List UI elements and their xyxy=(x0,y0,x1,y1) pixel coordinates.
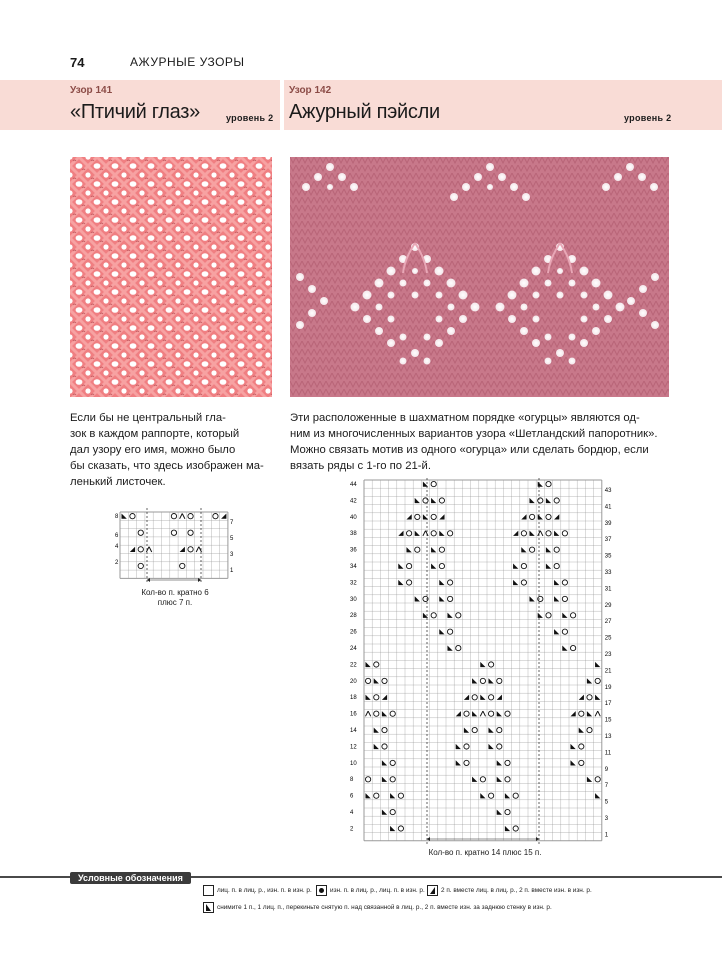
ssk-symbol xyxy=(488,744,493,749)
row-number: 6 xyxy=(115,533,119,539)
yarn-over-symbol xyxy=(513,826,518,831)
row-number: 27 xyxy=(604,619,612,626)
row-number: 3 xyxy=(230,552,234,558)
yarn-over-symbol xyxy=(587,727,592,732)
legend-item xyxy=(203,885,312,896)
row-number: 17 xyxy=(604,701,612,708)
legend-title: Условные обозначения xyxy=(70,872,191,884)
yarn-over-symbol xyxy=(374,695,379,700)
k2tog-symbol xyxy=(521,514,526,519)
row-number: 5 xyxy=(604,799,609,806)
double-decrease-symbol xyxy=(595,711,600,716)
yarn-over-symbol xyxy=(138,530,143,535)
yarn-over-symbol xyxy=(464,711,469,716)
ssk-symbol xyxy=(431,498,436,503)
ssk-symbol xyxy=(595,662,600,667)
yarn-over-symbol xyxy=(595,777,600,782)
description-line: вязать ряды с 1-го по 21-й. xyxy=(290,460,431,472)
row-number: 42 xyxy=(350,498,357,505)
ssk-symbol xyxy=(579,727,584,732)
k2tog-symbol xyxy=(570,711,575,716)
row-number: 18 xyxy=(350,695,357,702)
yarn-over-symbol xyxy=(365,678,370,683)
left-slant-icon xyxy=(203,902,214,913)
row-number: 24 xyxy=(350,646,357,652)
double-decrease-symbol xyxy=(365,711,370,716)
row-number: 22 xyxy=(350,662,357,669)
ssk-symbol xyxy=(374,727,379,732)
yarn-over-symbol xyxy=(546,481,551,486)
ssk-symbol xyxy=(562,645,567,650)
row-number: 5 xyxy=(230,536,234,542)
row-number: 23 xyxy=(604,652,612,658)
yarn-over-symbol xyxy=(562,596,567,601)
ssk-symbol xyxy=(365,662,370,667)
yarn-over-symbol xyxy=(390,711,395,716)
yarn-over-symbol xyxy=(595,678,600,683)
yarn-over-symbol xyxy=(529,514,534,519)
row-number: 12 xyxy=(350,744,357,751)
ssk-symbol xyxy=(488,727,493,732)
row-number: 1 xyxy=(604,832,609,839)
band-divider xyxy=(280,80,284,130)
yarn-over-symbol xyxy=(138,547,143,552)
ssk-symbol xyxy=(480,662,485,667)
yarn-over-symbol xyxy=(497,744,502,749)
row-number: 15 xyxy=(604,717,612,724)
yarn-over-symbol xyxy=(538,596,543,601)
yarn-over-symbol xyxy=(382,678,387,683)
row-number: 9 xyxy=(604,766,609,773)
ssk-symbol xyxy=(472,711,477,716)
double-decrease-symbol xyxy=(480,711,485,716)
ssk-symbol xyxy=(521,547,526,552)
row-number: 21 xyxy=(604,668,612,675)
yarn-over-symbol xyxy=(180,563,185,568)
row-number: 20 xyxy=(350,678,357,685)
yarn-over-symbol xyxy=(382,727,387,732)
row-number: 33 xyxy=(604,570,612,576)
row-number: 44 xyxy=(350,482,357,488)
ssk-symbol xyxy=(415,596,420,601)
ssk-symbol xyxy=(439,580,444,585)
ssk-symbol xyxy=(439,596,444,601)
yarn-over-symbol xyxy=(406,563,411,568)
description-line: Эти расположенные в шахматном порядке «огурцы» являются од- xyxy=(290,412,640,424)
row-number: 4 xyxy=(350,810,354,816)
ssk-symbol xyxy=(365,793,370,798)
ssk-symbol xyxy=(546,498,551,503)
ssk-symbol xyxy=(554,629,559,634)
ssk-symbol xyxy=(431,547,436,552)
yarn-over-symbol xyxy=(171,530,176,535)
yarn-over-symbol xyxy=(488,695,493,700)
ssk-symbol xyxy=(480,695,485,700)
ssk-symbol xyxy=(595,793,600,798)
row-number: 36 xyxy=(350,547,357,554)
yarn-over-symbol xyxy=(138,563,143,568)
ssk-symbol xyxy=(398,563,403,568)
ssk-symbol xyxy=(554,531,559,536)
yarn-over-symbol xyxy=(431,531,436,536)
row-number: 32 xyxy=(350,580,357,587)
ssk-symbol xyxy=(415,498,420,503)
ssk-symbol xyxy=(587,777,592,782)
row-number: 40 xyxy=(350,514,357,521)
yarn-over-symbol xyxy=(415,514,420,519)
k2tog-symbol xyxy=(439,514,444,519)
ssk-symbol xyxy=(390,826,395,831)
ssk-symbol xyxy=(431,563,436,568)
ssk-symbol xyxy=(529,531,534,536)
yarn-over-symbol xyxy=(497,727,502,732)
yarn-over-symbol xyxy=(439,563,444,568)
yarn-over-symbol xyxy=(505,760,510,765)
pattern-142-photo xyxy=(290,157,669,397)
note-line: плюс 7 п. xyxy=(157,598,193,607)
row-number: 26 xyxy=(350,629,357,636)
description-line: дал узору его имя, можно было xyxy=(70,444,236,456)
yarn-over-symbol xyxy=(464,744,469,749)
row-number: 41 xyxy=(604,504,612,511)
ssk-symbol xyxy=(562,613,567,618)
ssk-symbol xyxy=(365,695,370,700)
ssk-symbol xyxy=(121,513,126,518)
yarn-over-symbol xyxy=(521,531,526,536)
ssk-symbol xyxy=(497,711,502,716)
yarn-over-symbol xyxy=(398,793,403,798)
pattern-142-label: Узор 142 xyxy=(289,85,332,96)
pattern-142-chart xyxy=(348,478,618,848)
ssk-symbol xyxy=(546,563,551,568)
pattern-142-title: Ажурный пэйсли xyxy=(289,101,440,123)
page-number: 74 xyxy=(70,55,85,70)
row-number: 7 xyxy=(230,520,234,526)
description-line: Можно связать мотив из одного «огурца» или сделать бордюр, если xyxy=(290,444,649,456)
row-number: 2 xyxy=(350,826,354,833)
pattern-142-note: Кол-во п. кратно 14 плюс 15 п. xyxy=(428,848,542,857)
ssk-symbol xyxy=(497,809,502,814)
k2tog-symbol xyxy=(398,531,403,536)
ssk-symbol xyxy=(464,727,469,732)
row-number: 14 xyxy=(350,728,357,734)
row-number: 28 xyxy=(350,613,357,620)
legend-text: 2 п. вместе лиц. в лиц. р., 2 п. вместе изн. в изн. р. xyxy=(441,887,592,894)
row-number: 3 xyxy=(604,816,609,822)
legend-item xyxy=(316,885,425,896)
yarn-over-symbol xyxy=(554,498,559,503)
yarn-over-symbol xyxy=(529,547,534,552)
yarn-over-symbol xyxy=(447,596,452,601)
ssk-symbol xyxy=(595,695,600,700)
yarn-over-symbol xyxy=(587,695,592,700)
row-number: 34 xyxy=(350,564,357,570)
yarn-over-symbol xyxy=(480,678,485,683)
row-number: 38 xyxy=(350,531,357,538)
ssk-symbol xyxy=(587,711,592,716)
yarn-over-symbol xyxy=(579,744,584,749)
yarn-over-symbol xyxy=(447,531,452,536)
running-title: АЖУРНЫЕ УЗОРЫ xyxy=(130,55,245,69)
yarn-over-symbol xyxy=(570,645,575,650)
ssk-symbol xyxy=(382,760,387,765)
yarn-over-symbol xyxy=(505,777,510,782)
yarn-over-symbol xyxy=(439,498,444,503)
k2tog-symbol xyxy=(180,547,185,552)
row-number: 1 xyxy=(230,568,234,574)
row-number: 37 xyxy=(604,537,612,544)
right-slant-icon xyxy=(427,885,438,896)
empty-square-icon xyxy=(203,885,214,896)
yarn-over-symbol xyxy=(562,629,567,634)
yarn-over-symbol xyxy=(130,513,135,518)
k2tog-symbol xyxy=(513,531,518,536)
yarn-over-symbol xyxy=(406,531,411,536)
yarn-over-symbol xyxy=(439,547,444,552)
ssk-symbol xyxy=(374,678,379,683)
yarn-over-symbol xyxy=(480,777,485,782)
yarn-over-symbol xyxy=(579,760,584,765)
ssk-symbol xyxy=(554,580,559,585)
ssk-symbol xyxy=(382,777,387,782)
legend-text: изн. п. в лиц. р., лиц. п. в изн. р. xyxy=(330,887,425,894)
yarn-over-symbol xyxy=(579,711,584,716)
yarn-over-symbol xyxy=(406,580,411,585)
yarn-over-symbol xyxy=(562,580,567,585)
ssk-symbol xyxy=(447,645,452,650)
yarn-over-symbol xyxy=(374,662,379,667)
yarn-over-symbol xyxy=(554,547,559,552)
left-row-numbers xyxy=(350,482,357,832)
legend-item xyxy=(427,885,592,896)
yarn-over-symbol xyxy=(447,629,452,634)
ssk-symbol xyxy=(447,613,452,618)
ssk-symbol xyxy=(472,777,477,782)
ssk-symbol xyxy=(439,629,444,634)
yarn-over-symbol xyxy=(431,481,436,486)
yarn-over-symbol xyxy=(374,793,379,798)
yarn-over-symbol xyxy=(562,531,567,536)
description-line: ленький листочек. xyxy=(70,476,166,488)
yarn-over-symbol xyxy=(390,809,395,814)
yarn-over-symbol xyxy=(415,547,420,552)
pattern-142-description xyxy=(290,410,690,474)
pattern-141-description xyxy=(70,410,280,490)
row-number: 16 xyxy=(350,711,357,718)
small-chart-symbols xyxy=(121,513,226,568)
ssk-symbol xyxy=(390,793,395,798)
note-line: Кол-во п. кратно 6 xyxy=(141,588,209,597)
yarn-over-symbol xyxy=(505,711,510,716)
yarn-over-symbol xyxy=(447,580,452,585)
double-decrease-symbol xyxy=(180,513,185,518)
ssk-symbol xyxy=(513,580,518,585)
yarn-over-symbol xyxy=(472,727,477,732)
k2tog-symbol xyxy=(130,547,135,552)
yarn-over-symbol xyxy=(546,514,551,519)
yarn-over-symbol xyxy=(488,793,493,798)
ssk-symbol xyxy=(554,596,559,601)
description-line: зок в каждом раппорте, который xyxy=(70,428,240,440)
yarn-over-symbol xyxy=(488,711,493,716)
ssk-symbol xyxy=(488,678,493,683)
yarn-over-symbol xyxy=(546,613,551,618)
row-number: 8 xyxy=(115,514,119,520)
ssk-symbol xyxy=(497,777,502,782)
row-number: 19 xyxy=(604,684,612,691)
k2tog-symbol xyxy=(382,695,387,700)
ssk-symbol xyxy=(546,547,551,552)
ssk-symbol xyxy=(497,760,502,765)
k2tog-symbol xyxy=(456,711,461,716)
ssk-symbol xyxy=(529,596,534,601)
legend-text: снимите 1 п., 1 лиц. п., перекиньте снятую п. над связанной в лиц. р., 2 п. вместе изн. за заднюю стенку в изн. р. xyxy=(217,904,552,911)
row-number: 25 xyxy=(604,635,612,642)
yarn-over-symbol xyxy=(521,580,526,585)
yarn-over-symbol xyxy=(398,826,403,831)
ssk-symbol xyxy=(382,711,387,716)
k2tog-symbol xyxy=(464,695,469,700)
ssk-symbol xyxy=(570,744,575,749)
ssk-symbol xyxy=(415,531,420,536)
row-number: 6 xyxy=(350,793,354,800)
yarn-over-symbol xyxy=(382,744,387,749)
ssk-symbol xyxy=(505,826,510,831)
row-number: 31 xyxy=(604,586,612,593)
row-number: 2 xyxy=(115,560,119,566)
yarn-over-symbol xyxy=(570,613,575,618)
yarn-over-symbol xyxy=(538,498,543,503)
row-number: 39 xyxy=(604,520,612,527)
legend-item xyxy=(203,902,552,913)
yarn-over-symbol xyxy=(488,662,493,667)
yarn-over-symbol xyxy=(497,678,502,683)
yarn-over-symbol xyxy=(188,530,193,535)
ssk-symbol xyxy=(456,760,461,765)
row-number: 35 xyxy=(604,553,612,560)
yarn-over-symbol xyxy=(431,613,436,618)
right-row-numbers xyxy=(605,488,612,838)
yarn-over-symbol xyxy=(456,613,461,618)
description-line: Если бы не центральный гла- xyxy=(70,412,226,424)
row-number: 11 xyxy=(604,750,612,757)
row-number: 4 xyxy=(115,544,119,550)
yarn-over-symbol xyxy=(431,514,436,519)
filled-circle-icon xyxy=(316,885,327,896)
ssk-symbol xyxy=(505,793,510,798)
legend-text: лиц. п. в лиц. р., изн. п. в изн. р. xyxy=(217,887,312,894)
k2tog-symbol xyxy=(497,695,502,700)
yarn-over-symbol xyxy=(374,711,379,716)
row-number: 7 xyxy=(604,783,609,790)
yarn-over-symbol xyxy=(456,645,461,650)
ssk-symbol xyxy=(538,514,543,519)
yarn-over-symbol xyxy=(554,563,559,568)
row-number: 30 xyxy=(350,596,357,603)
ssk-symbol xyxy=(529,498,534,503)
yarn-over-symbol xyxy=(472,695,477,700)
description-line: бы сказать, что здесь изображен ма- xyxy=(70,460,264,472)
ssk-symbol xyxy=(406,547,411,552)
yarn-over-symbol xyxy=(521,563,526,568)
pattern-141-chart xyxy=(112,508,237,588)
pattern-141-level: уровень 2 xyxy=(226,113,274,123)
pattern-141-photo xyxy=(70,157,272,397)
large-chart-symbols xyxy=(365,481,600,831)
yarn-over-symbol xyxy=(365,777,370,782)
pattern-141-note xyxy=(120,588,230,608)
ssk-symbol xyxy=(570,760,575,765)
double-decrease-symbol xyxy=(538,531,543,536)
pattern-142-level: уровень 2 xyxy=(624,113,672,123)
ssk-symbol xyxy=(587,678,592,683)
yarn-over-symbol xyxy=(213,513,218,518)
pattern-141-title: «Птичий глаз» xyxy=(70,101,200,123)
ssk-symbol xyxy=(398,580,403,585)
row-number: 10 xyxy=(350,760,357,767)
yarn-over-symbol xyxy=(390,777,395,782)
description-line: ним из многочисленных вариантов узора «Шетландский папоротник». xyxy=(290,428,658,440)
k2tog-symbol xyxy=(406,514,411,519)
row-number: 43 xyxy=(604,488,612,494)
ssk-symbol xyxy=(513,563,518,568)
yarn-over-symbol xyxy=(171,513,176,518)
k2tog-symbol xyxy=(221,513,226,518)
ssk-symbol xyxy=(538,613,543,618)
yarn-over-symbol xyxy=(188,513,193,518)
small-chart-grid xyxy=(120,512,228,578)
row-number: 8 xyxy=(350,777,354,784)
ssk-symbol xyxy=(439,531,444,536)
ssk-symbol xyxy=(374,744,379,749)
ssk-symbol xyxy=(538,481,543,486)
ssk-symbol xyxy=(480,793,485,798)
yarn-over-symbol xyxy=(546,531,551,536)
ssk-symbol xyxy=(472,678,477,683)
yarn-over-symbol xyxy=(464,760,469,765)
yarn-over-symbol xyxy=(513,793,518,798)
pattern-141-label: Узор 141 xyxy=(70,85,113,96)
yarn-over-symbol xyxy=(188,547,193,552)
ssk-symbol xyxy=(382,809,387,814)
k2tog-symbol xyxy=(554,514,559,519)
row-number: 13 xyxy=(604,734,612,740)
k2tog-symbol xyxy=(579,695,584,700)
ssk-symbol xyxy=(456,744,461,749)
row-number: 29 xyxy=(604,602,612,609)
yarn-over-symbol xyxy=(390,760,395,765)
yarn-over-symbol xyxy=(505,809,510,814)
large-chart-grid xyxy=(364,480,602,841)
